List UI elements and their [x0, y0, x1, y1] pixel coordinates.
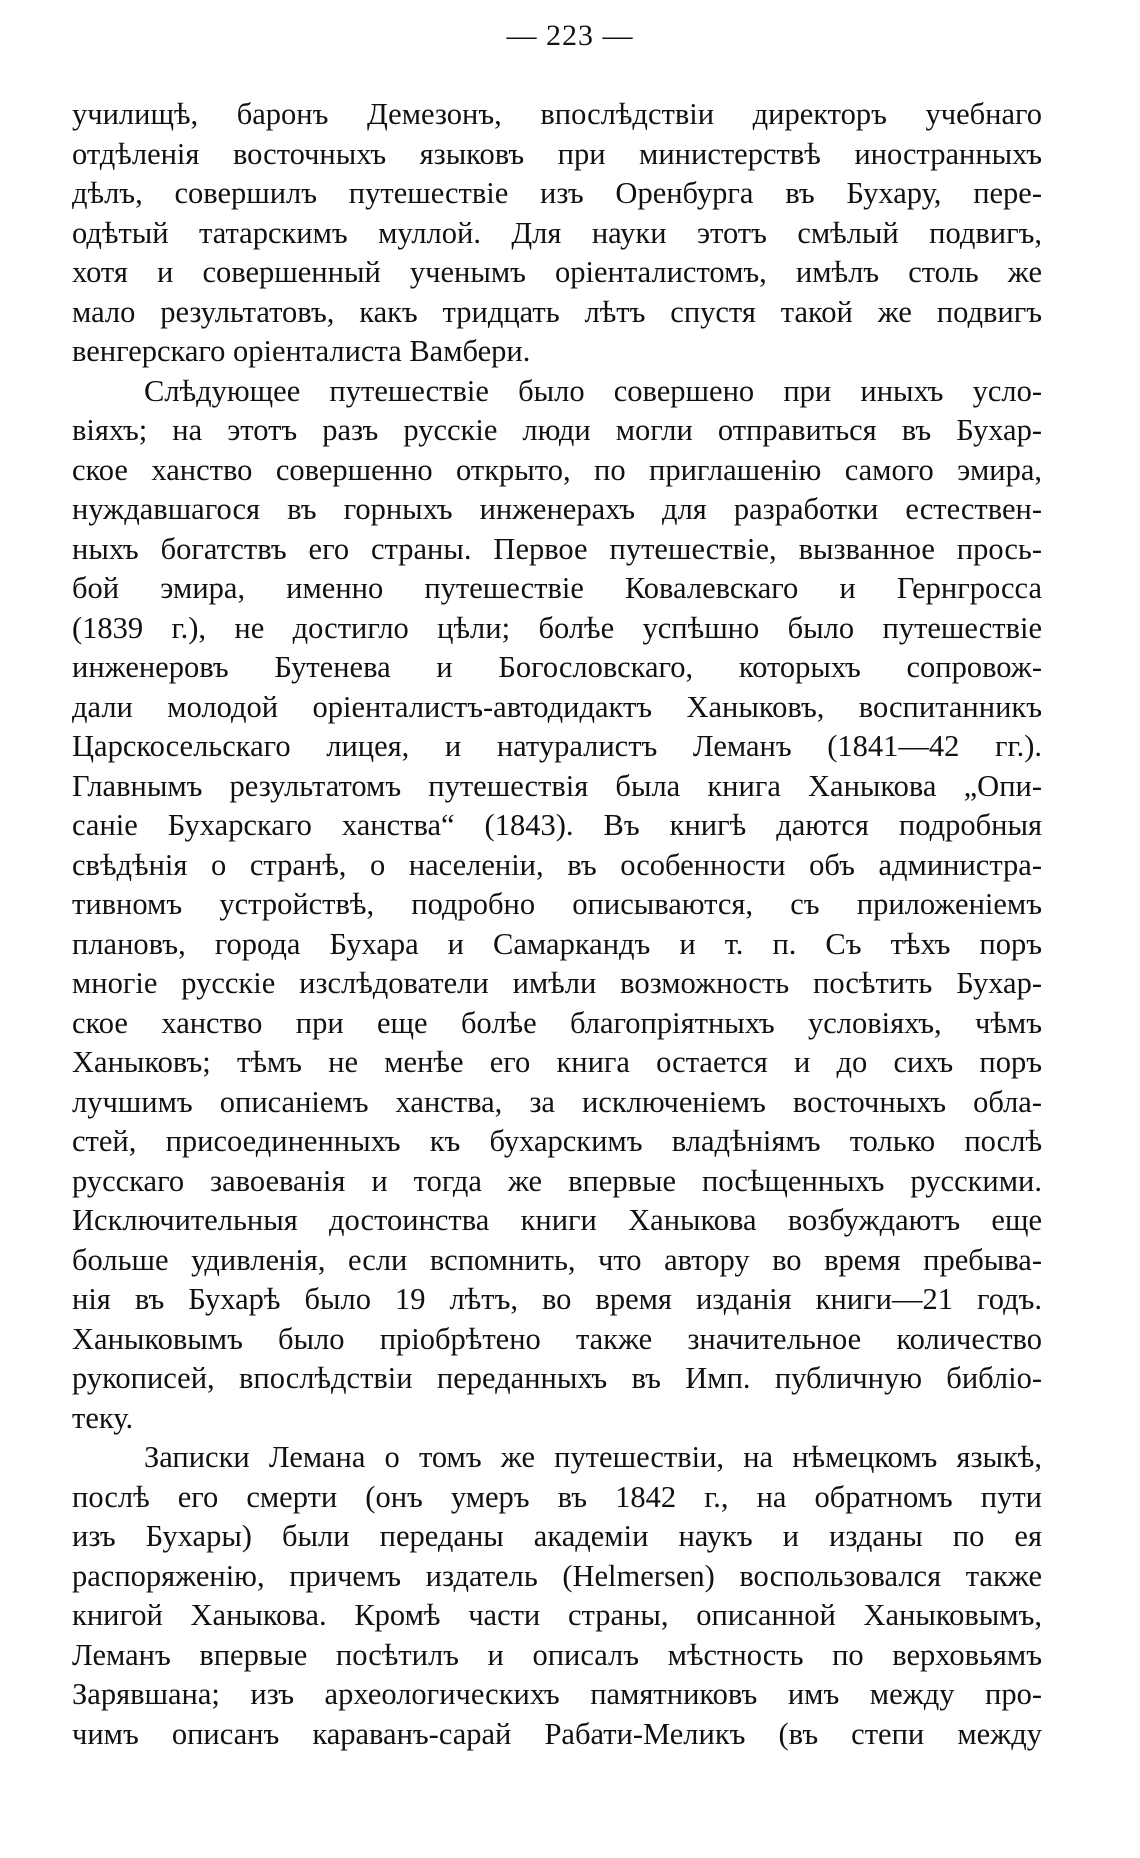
text-line: тивномъ устройствѣ, подробно описываются, съ приложеніемъ: [72, 887, 1042, 921]
text-line: хотя и совершенный ученымъ оріенталистомъ, имѣлъ столь же: [72, 255, 1042, 289]
text-line: дѣлъ, совершилъ путешествіе изъ Оренбурга въ Бухару, пере-: [72, 176, 1042, 210]
text-line: русскаго завоеванія и тогда же впервые посѣщенныхъ русскими.: [72, 1163, 1042, 1198]
text-line: Исключительныя достоинства книги Ханыкова возбуждаютъ еще: [72, 1203, 1042, 1237]
text-line: отдѣленія восточныхъ языковъ при министерствѣ иностранныхъ: [72, 136, 1042, 171]
paragraph: [72, 1438, 1042, 1754]
paragraph: [72, 372, 1042, 1439]
text-line: училищѣ, баронъ Демезонъ, впослѣдствіи директоръ учебнаго: [72, 97, 1042, 131]
text-line: чимъ описанъ караванъ-сарай Рабати-Меликъ (въ степи между: [72, 1716, 1042, 1751]
text-line: нуждавшагося въ горныхъ инженерахъ для разработки естествен-: [72, 492, 1042, 526]
text-line: одѣтый татарскимъ муллой. Для науки этотъ смѣлый подвигъ,: [72, 215, 1042, 250]
text-line: венгерскаго оріенталиста Вамбери.: [72, 334, 531, 368]
text-line: дали молодой оріенталистъ-автодидактъ Ханыковъ, воспитанникъ: [72, 689, 1042, 724]
text-line: книгой Ханыкова. Кромѣ части страны, описанной Ханыковымъ,: [72, 1598, 1042, 1632]
text-line: Царскосельскаго лицея, и натуралистъ Леманъ (1841—42 гг.).: [72, 729, 1042, 763]
text-line: мало результатовъ, какъ тридцать лѣтъ спустя такой же подвигъ: [72, 294, 1042, 329]
text-line: нія въ Бухарѣ было 19 лѣтъ, во время изданія книги—21 годъ.: [72, 1282, 1042, 1316]
text-line: Ханыковъ; тѣмъ не менѣе его книга остается и до сихъ поръ: [72, 1045, 1042, 1079]
text-line: многіе русскіе изслѣдователи имѣли возможность посѣтить Бухар-: [72, 966, 1042, 1000]
text-line: ское ханство при еще болѣе благопріятныхъ условіяхъ, чѣмъ: [72, 1005, 1042, 1040]
text-line: ское ханство совершенно открыто, по приглашенію самого эмира,: [72, 452, 1042, 487]
text-line: свѣдѣнія о странѣ, о населеніи, въ особенности объ администра-: [72, 847, 1042, 882]
text-line: стей, присоединенныхъ къ бухарскимъ владѣніямъ только послѣ: [72, 1124, 1042, 1158]
text-line: Главнымъ результатомъ путешествія была книга Ханыкова „Опи-: [72, 768, 1042, 803]
text-line: Записки Лемана о томъ же путешествіи, на нѣмецкомъ языкѣ,: [144, 1440, 1042, 1474]
text-line: лучшимъ описаніемъ ханства, за исключеніемъ восточныхъ обла-: [72, 1084, 1042, 1119]
text-line: изъ Бухары) были переданы академіи наукъ и изданы по ея: [72, 1519, 1042, 1553]
text-line: ныхъ богатствъ его страны. Первое путешествіе, вызванное прось-: [72, 531, 1042, 566]
text-line: віяхъ; на этотъ разъ русскіе люди могли отправиться въ Бухар-: [72, 413, 1042, 447]
text-line: Зарявшана; изъ археологическихъ памятниковъ имъ между про-: [72, 1677, 1042, 1711]
text-line: инженеровъ Бутенева и Богословскаго, которыхъ сопровож-: [72, 650, 1042, 684]
text-line: Леманъ впервые посѣтилъ и описалъ мѣстность по верховьямъ: [72, 1637, 1042, 1672]
text-line: рукописей, впослѣдствіи переданныхъ въ Имп. публичную библіо-: [72, 1361, 1042, 1395]
text-line: послѣ его смерти (онъ умеръ въ 1842 г., на обратномъ пути: [72, 1479, 1042, 1514]
text-line: распоряженію, причемъ издатель (Helmersen) воспользовался также: [72, 1558, 1042, 1593]
paragraph: [72, 95, 1042, 372]
text-line: (1839 г.), не достигло цѣли; болѣе успѣшно было путешествіе: [72, 610, 1042, 645]
text-line: бой эмира, именно путешествіе Ковалевскаго и Гернгросса: [72, 571, 1042, 605]
text-line: теку.: [72, 1400, 134, 1435]
page-number: — 223 —: [506, 19, 634, 52]
text-line: плановъ, города Бухара и Самаркандъ и т. п. Съ тѣхъ поръ: [72, 926, 1042, 961]
text-line: больше удивленія, если вспомнить, что автору во время пребыва-: [72, 1242, 1042, 1277]
text-line: Слѣдующее путешествіе было совершено при иныхъ усло-: [144, 373, 1042, 408]
text-line: саніе Бухарскаго ханства“ (1843). Въ книгѣ даются подробныя: [72, 808, 1042, 842]
text-line: Ханыковымъ было пріобрѣтено также значительное количество: [72, 1321, 1042, 1356]
body-text: [72, 95, 1042, 1754]
